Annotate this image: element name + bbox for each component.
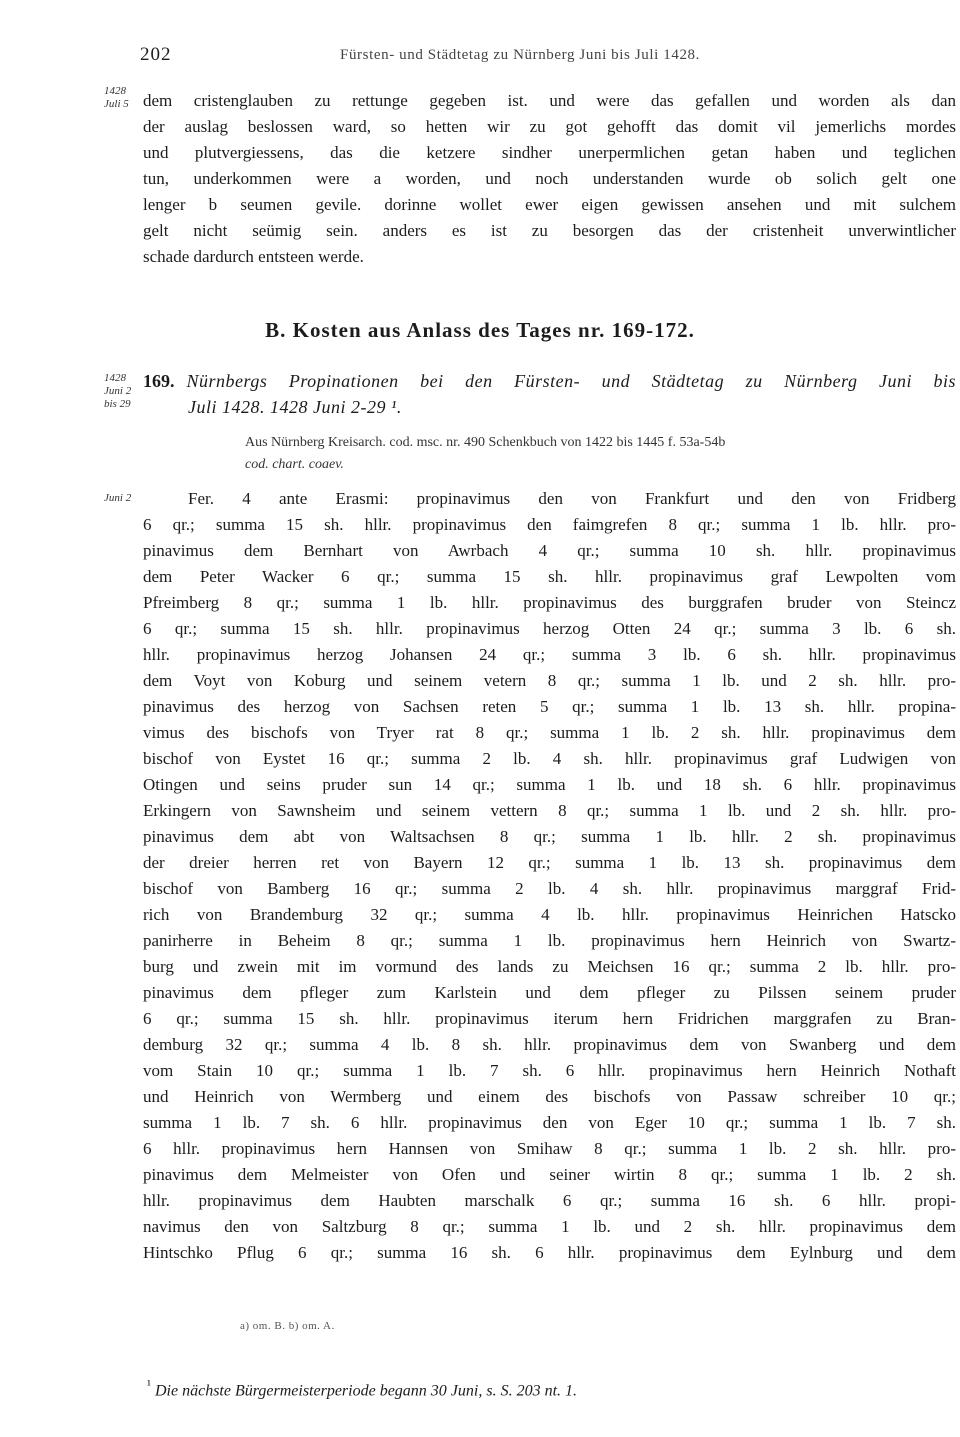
text-line: tun, underkommen were a worden, und noch understanden wurde ob solich gelt one — [143, 169, 956, 188]
text-line: burg und zwein mit im vormund des lands zu Meichsen 16 qr.; summa 2 lb. hllr. pro- — [143, 957, 956, 976]
margin-note-line: Juli 5 — [104, 98, 129, 110]
text-line: pinavimus dem abt von Waltsachsen 8 qr.; summa 1 lb. hllr. 2 sh. propinavimus — [143, 827, 956, 846]
margin-note-line: 1428 — [104, 372, 126, 384]
text-line: vom Stain 10 qr.; summa 1 lb. 7 sh. 6 hllr. propinavimus hern Heinrich Nothaft — [143, 1061, 956, 1080]
text-line: Otingen und seins pruder sun 14 qr.; summa 1 lb. und 18 sh. 6 hllr. propinavimus — [143, 775, 956, 794]
text-line: Hintschko Pflug 6 qr.; summa 16 sh. 6 hllr. propinavimus dem Eylnburg und dem — [143, 1243, 956, 1262]
text-line: 6 qr.; summa 15 sh. hllr. propinavimus den faimgrefen 8 qr.; summa 1 lb. hllr. pro- — [143, 515, 956, 534]
text-line: summa 1 lb. 7 sh. 6 hllr. propinavimus den von Eger 10 qr.; summa 1 lb. 7 sh. — [143, 1113, 956, 1132]
document-number: 169. — [143, 371, 175, 391]
text-line: Erkingern von Sawnsheim und seinem vettern 8 qr.; summa 1 lb. und 2 sh. hllr. pro- — [143, 801, 956, 820]
running-head — [140, 44, 830, 68]
text-line: hllr. propinavimus dem Haubten marschalk 6 qr.; summa 16 sh. 6 hllr. propi- — [143, 1191, 956, 1210]
text-line: pinavimus dem pfleger zum Karlstein und dem pfleger zu Pilssen seinem pruder — [143, 983, 956, 1002]
footnote-text: Die nächste Bürgermeisterperiode begann 30 Juni, s. S. 203 nt. 1. — [155, 1382, 578, 1400]
running-head-title: Fürsten- und Städtetag zu Nürnberg Juni bis Juli 1428. — [340, 47, 701, 63]
document-body — [143, 486, 956, 1266]
text-line: dem Peter Wacker 6 qr.; summa 15 sh. hllr. propinavimus graf Lewpolten vom — [143, 567, 956, 586]
text-line: panirherre in Beheim 8 qr.; summa 1 lb. propinavimus hern Heinrich von Swartz- — [143, 931, 956, 950]
section-heading: B. Kosten aus Anlass des Tages nr. 169-172. — [265, 318, 695, 342]
text-variants-note: a) om. B. b) om. A. — [240, 1320, 335, 1332]
text-line: vimus des bischofs von Tryer rat 8 qr.; summa 1 lb. 2 sh. hllr. propinavimus dem — [143, 723, 956, 742]
text-line: bischof von Eystet 16 qr.; summa 2 lb. 4 sh. hllr. propinavimus graf Ludwigen von — [143, 749, 956, 768]
text-line: und Heinrich von Wermberg und einem des bischofs von Passaw schreiber 10 qr.; — [143, 1087, 956, 1106]
text-line: hllr. propinavimus herzog Johansen 24 qr.; summa 3 lb. 6 sh. hllr. propinavimus — [143, 645, 956, 664]
text-line: demburg 32 qr.; summa 4 lb. 8 sh. hllr. propinavimus dem von Swanberg und dem — [143, 1035, 956, 1054]
text-line: dem cristenglauben zu rettunge gegeben ist. und were das gefallen und worden als dan — [143, 91, 956, 110]
text-line: gelt nicht seümig sein. anders es ist zu besorgen das der cristenheit unverwintlicher — [143, 221, 956, 240]
text-line: Fer. 4 ante Erasmi: propinavimus den von Frankfurt und den von Fridberg — [188, 489, 956, 508]
document-date: Juli 1428. 1428 Juni 2-29 ¹. — [188, 397, 402, 417]
margin-note-line: bis 29 — [104, 398, 131, 410]
text-line: navimus den von Saltzburg 8 qr.; summa 1 lb. und 2 sh. hllr. propinavimus dem — [143, 1217, 956, 1236]
text-line: 6 qr.; summa 15 sh. hllr. propinavimus herzog Otten 24 qr.; summa 3 lb. 6 sh. — [143, 619, 956, 638]
text-line: schade dardurch entsteen werde. — [143, 247, 364, 266]
text-line: pinavimus dem Melmeister von Ofen und seiner wirtin 8 qr.; summa 1 lb. 2 sh. — [143, 1165, 956, 1184]
margin-note-intro — [104, 85, 129, 111]
text-line: der dreier herren ret von Bayern 12 qr.; summa 1 lb. 13 sh. propinavimus dem — [143, 853, 956, 872]
text-line: und plutvergiessens, das die ketzere sindher unerpermlichen getan haben und teglichen — [143, 143, 956, 162]
text-line: Pfreimberg 8 qr.; summa 1 lb. hllr. propinavimus des burggrafen bruder von Steincz — [143, 593, 956, 612]
source-line: Aus Nürnberg Kreisarch. cod. msc. nr. 490 Schenkbuch von 1422 bis 1445 f. 53a-54b — [245, 435, 726, 450]
document-title-line — [143, 368, 956, 394]
margin-note-document — [104, 372, 131, 411]
text-line: dem Voyt von Koburg und seinem vetern 8 qr.; summa 1 lb. und 2 sh. hllr. pro- — [143, 671, 956, 690]
text-line: pinavimus des herzog von Sachsen reten 5 qr.; summa 1 lb. 13 sh. hllr. propina- — [143, 697, 956, 716]
footnote-marker: ¹ — [147, 1377, 151, 1392]
text-line: 6 hllr. propinavimus hern Hannsen von Smihaw 8 qr.; summa 1 lb. 2 sh. hllr. pro- — [143, 1139, 956, 1158]
text-line: rich von Brandemburg 32 qr.; summa 4 lb. hllr. propinavimus Heinrichen Hatscko — [143, 905, 956, 924]
document-title: Nürnbergs Propinationen bei den Fürsten- und Städtetag zu Nürnberg Juni bis — [186, 371, 956, 391]
text-line: pinavimus dem Bernhart von Awrbach 4 qr.; summa 10 sh. hllr. propinavimus — [143, 541, 956, 560]
margin-note-line: 1428 — [104, 85, 126, 97]
text-line: 6 qr.; summa 15 sh. hllr. propinavimus iterum hern Fridrichen marggrafen zu Bran- — [143, 1009, 956, 1028]
source-line: cod. chart. coaev. — [245, 457, 344, 472]
source-reference — [245, 432, 956, 476]
margin-note-entry — [104, 492, 131, 505]
text-line: lenger b seumen gevile. dorinne wollet ewer eigen gewissen ansehen und mit sulchem — [143, 195, 956, 214]
page-number: 202 — [140, 44, 172, 65]
margin-note-line: Juni 2 — [104, 492, 132, 504]
margin-note-line: Juni 2 — [104, 385, 132, 397]
intro-paragraph — [143, 88, 956, 270]
document-header — [143, 368, 956, 420]
text-line: der auslag beslossen ward, so hetten wir zu got gehofft das domit vil jemerlichs mordes — [143, 117, 956, 136]
document-title-line — [143, 394, 956, 420]
text-line: bischof von Bamberg 16 qr.; summa 2 lb. 4 sh. hllr. propinavimus marggraf Frid- — [143, 879, 956, 898]
footnote — [147, 1377, 577, 1400]
